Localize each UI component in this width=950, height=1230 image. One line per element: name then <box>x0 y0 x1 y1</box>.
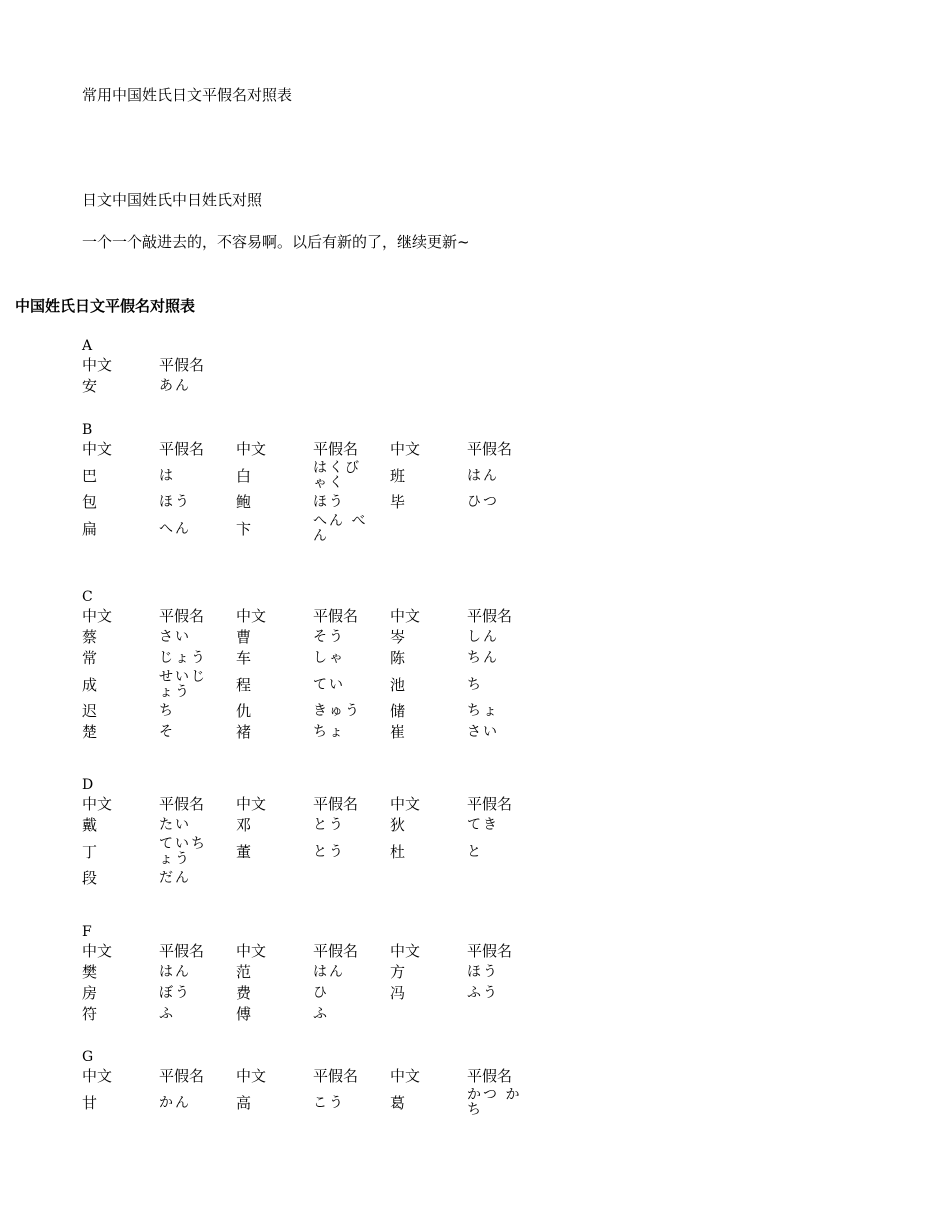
surname-chinese: 崔 <box>390 723 406 741</box>
header-hiragana: 平假名 <box>159 607 205 625</box>
surname-hiragana <box>313 722 390 743</box>
table-row <box>82 376 236 397</box>
surname-hiragana <box>159 983 236 1004</box>
header-chinese: 中文 <box>82 440 113 458</box>
hiragana-text: てい <box>313 676 345 693</box>
surname-chinese: 岑 <box>390 628 406 646</box>
section-d <box>82 776 544 889</box>
table-row <box>82 1004 544 1025</box>
section-letter: B <box>82 422 93 438</box>
surname-hiragana <box>467 722 544 743</box>
hiragana-text: ち <box>159 703 175 719</box>
section-letter: D <box>82 777 94 793</box>
table-row <box>82 836 544 868</box>
hiragana-text: ちょ <box>313 724 345 740</box>
header-hiragana: 平假名 <box>467 795 513 813</box>
surname-hiragana <box>467 815 544 836</box>
header-hiragana: 平假名 <box>313 607 359 625</box>
table-row <box>82 460 544 492</box>
surname-chinese: 杜 <box>390 842 406 861</box>
section-letter: A <box>82 338 93 354</box>
surname-hiragana <box>159 962 236 983</box>
surname-table <box>82 941 544 1025</box>
document-note: 一个一个敲进去的，不容易啊。以后有新的了，继续更新~ <box>82 233 470 251</box>
hiragana-text: かん <box>159 1094 191 1111</box>
surname-hiragana <box>159 460 236 492</box>
header-chinese: 中文 <box>390 440 421 458</box>
section-letter: F <box>82 924 92 940</box>
header-chinese: 中文 <box>390 607 421 625</box>
hiragana-text: ほう <box>313 494 345 510</box>
hiragana-text: はん <box>159 964 191 980</box>
hiragana-text: ひ <box>313 985 329 1001</box>
hiragana-text: せいじょう <box>159 668 207 700</box>
hiragana-text: とう <box>313 817 345 833</box>
hiragana-text: たい <box>159 817 191 833</box>
hiragana-text: そう <box>313 629 345 645</box>
surname-chinese: 邓 <box>236 816 252 834</box>
section-letter: G <box>82 1049 94 1065</box>
surname-chinese: 池 <box>390 675 406 694</box>
header-hiragana: 平假名 <box>467 1067 513 1085</box>
surname-hiragana <box>467 701 544 722</box>
table-row <box>82 701 544 722</box>
hiragana-text: とう <box>313 843 345 860</box>
header-hiragana: 平假名 <box>159 1067 205 1085</box>
hiragana-text: ひつ <box>467 494 499 510</box>
hiragana-text: ぼう <box>159 985 191 1001</box>
surname-chinese: 房 <box>82 984 98 1002</box>
surname-table <box>82 606 544 743</box>
surname-hiragana <box>159 836 236 868</box>
section-g <box>82 1048 544 1119</box>
table-row <box>82 868 544 889</box>
hiragana-text: はくびゃく <box>313 459 361 491</box>
surname-hiragana <box>313 1087 390 1119</box>
surname-hiragana <box>313 460 390 492</box>
document-subtitle: 日文中国姓氏中日姓氏对照 <box>82 191 263 209</box>
header-hiragana: 平假名 <box>313 440 359 458</box>
surname-chinese: 成 <box>82 675 98 694</box>
header-chinese: 中文 <box>236 1067 267 1085</box>
surname-chinese: 陈 <box>390 649 406 667</box>
surname-hiragana <box>159 815 236 836</box>
surname-table <box>82 439 544 545</box>
section-c <box>82 588 544 743</box>
surname-chinese: 常 <box>82 649 98 667</box>
hiragana-text: かつ かち <box>467 1086 522 1118</box>
surname-hiragana <box>467 669 544 701</box>
surname-chinese: 褚 <box>236 723 252 741</box>
table-row <box>82 669 544 701</box>
hiragana-text: ふ <box>313 1006 329 1022</box>
table-header-row <box>82 606 544 627</box>
hiragana-text: ていちょう <box>159 835 207 867</box>
surname-chinese: 戴 <box>82 816 98 834</box>
surname-hiragana <box>313 627 390 648</box>
hiragana-text: しゃ <box>313 650 345 666</box>
surname-hiragana <box>313 513 390 545</box>
surname-chinese: 甘 <box>82 1093 98 1112</box>
hiragana-text: さい <box>159 629 191 645</box>
hiragana-text: へん <box>159 520 191 537</box>
table-row <box>82 983 544 1004</box>
surname-chinese: 程 <box>236 675 252 694</box>
hiragana-text: きゅう <box>313 703 361 719</box>
surname-hiragana <box>159 648 236 669</box>
surname-hiragana <box>313 1004 390 1025</box>
surname-chinese: 楚 <box>82 723 98 741</box>
surname-chinese: 巴 <box>82 466 98 485</box>
surname-chinese: 扁 <box>82 519 98 538</box>
surname-chinese: 白 <box>236 466 252 485</box>
surname-hiragana <box>313 701 390 722</box>
header-hiragana: 平假名 <box>159 440 205 458</box>
hiragana-text: しん <box>467 629 499 645</box>
header-chinese: 中文 <box>236 795 267 813</box>
hiragana-text: は <box>159 467 175 484</box>
table-row <box>82 513 544 545</box>
hiragana-text: そ <box>159 724 175 740</box>
surname-hiragana <box>467 983 544 1004</box>
hiragana-text: じょう <box>159 650 207 666</box>
header-hiragana: 平假名 <box>467 607 513 625</box>
table-header-row <box>82 941 544 962</box>
surname-hiragana <box>159 1087 236 1119</box>
surname-hiragana <box>467 627 544 648</box>
hiragana-text: へん べん <box>313 512 368 544</box>
table-row <box>82 815 544 836</box>
surname-chinese: 储 <box>390 702 406 720</box>
header-chinese: 中文 <box>390 1067 421 1085</box>
surname-table <box>82 1066 544 1119</box>
header-hiragana: 平假名 <box>313 795 359 813</box>
surname-hiragana <box>467 836 544 868</box>
surname-hiragana <box>467 1087 544 1119</box>
surname-chinese: 董 <box>236 842 252 861</box>
table-row <box>82 722 544 743</box>
surname-chinese: 丁 <box>82 842 98 861</box>
header-hiragana: 平假名 <box>159 356 205 374</box>
surname-hiragana <box>313 669 390 701</box>
header-hiragana: 平假名 <box>159 795 205 813</box>
surname-chinese: 包 <box>82 493 98 511</box>
surname-chinese: 安 <box>82 377 98 395</box>
header-chinese: 中文 <box>236 607 267 625</box>
surname-hiragana <box>159 627 236 648</box>
surname-hiragana <box>467 492 544 513</box>
header-hiragana: 平假名 <box>159 942 205 960</box>
surname-chinese: 冯 <box>390 984 406 1002</box>
table-row <box>82 492 544 513</box>
surname-chinese: 傅 <box>236 1005 252 1023</box>
surname-chinese: 费 <box>236 984 252 1002</box>
surname-hiragana <box>159 669 236 701</box>
hiragana-text: ちん <box>467 650 499 666</box>
hiragana-text: さい <box>467 724 499 740</box>
surname-hiragana <box>159 722 236 743</box>
surname-hiragana <box>313 962 390 983</box>
surname-hiragana <box>159 701 236 722</box>
header-chinese: 中文 <box>82 795 113 813</box>
hiragana-text: ふ <box>159 1006 175 1022</box>
hiragana-text: ほう <box>159 494 191 510</box>
hiragana-text: ちょ <box>467 703 499 719</box>
surname-hiragana <box>467 962 544 983</box>
surname-chinese: 鲍 <box>236 493 252 511</box>
surname-hiragana <box>313 648 390 669</box>
table-row <box>82 1087 544 1119</box>
hiragana-text: はん <box>313 964 345 980</box>
hiragana-text: ほう <box>467 964 499 980</box>
surname-hiragana <box>467 648 544 669</box>
header-hiragana: 平假名 <box>467 942 513 960</box>
table-row <box>82 648 544 669</box>
hiragana-text: ち <box>467 676 483 693</box>
table-header-row <box>82 439 544 460</box>
surname-hiragana <box>313 492 390 513</box>
hiragana-text: だん <box>159 870 191 886</box>
surname-chinese: 高 <box>236 1093 252 1112</box>
surname-chinese: 段 <box>82 869 98 887</box>
hiragana-text: こう <box>313 1094 345 1111</box>
surname-chinese: 樊 <box>82 963 98 981</box>
surname-hiragana <box>313 836 390 868</box>
table-heading: 中国姓氏日文平假名对照表 <box>15 297 196 315</box>
section-a <box>82 337 236 397</box>
surname-chinese: 迟 <box>82 702 98 720</box>
surname-chinese: 班 <box>390 466 406 485</box>
hiragana-text: てき <box>467 817 499 833</box>
surname-chinese: 符 <box>82 1005 98 1023</box>
surname-chinese: 毕 <box>390 493 406 511</box>
surname-hiragana <box>159 868 236 889</box>
surname-hiragana <box>159 492 236 513</box>
header-chinese: 中文 <box>82 356 113 374</box>
surname-hiragana <box>313 815 390 836</box>
surname-chinese: 卞 <box>236 519 252 538</box>
surname-chinese: 狄 <box>390 816 406 834</box>
surname-chinese: 蔡 <box>82 628 98 646</box>
surname-chinese: 方 <box>390 963 406 981</box>
section-letter: C <box>82 589 93 605</box>
hiragana-text: ふう <box>467 985 499 1001</box>
surname-chinese: 范 <box>236 963 252 981</box>
surname-hiragana <box>467 460 544 492</box>
header-hiragana: 平假名 <box>467 440 513 458</box>
header-chinese: 中文 <box>82 1067 113 1085</box>
header-chinese: 中文 <box>82 942 113 960</box>
surname-chinese: 曹 <box>236 628 252 646</box>
hiragana-text: はん <box>467 467 499 484</box>
header-hiragana: 平假名 <box>313 942 359 960</box>
hiragana-text: と <box>467 843 483 860</box>
table-row <box>82 962 544 983</box>
document-title: 常用中国姓氏日文平假名对照表 <box>82 86 293 104</box>
surname-chinese: 仇 <box>236 702 252 720</box>
section-f <box>82 923 544 1025</box>
header-hiragana: 平假名 <box>313 1067 359 1085</box>
surname-hiragana <box>159 376 236 397</box>
section-b <box>82 421 544 545</box>
surname-table <box>82 794 544 889</box>
surname-hiragana <box>313 983 390 1004</box>
table-header-row <box>82 1066 544 1087</box>
table-header-row <box>82 794 544 815</box>
header-chinese: 中文 <box>390 942 421 960</box>
header-chinese: 中文 <box>236 942 267 960</box>
hiragana-text: あん <box>159 378 191 394</box>
header-chinese: 中文 <box>390 795 421 813</box>
header-chinese: 中文 <box>236 440 267 458</box>
header-chinese: 中文 <box>82 607 113 625</box>
table-row <box>82 627 544 648</box>
surname-hiragana <box>159 513 236 545</box>
table-header-row <box>82 355 236 376</box>
surname-table <box>82 355 236 397</box>
surname-hiragana <box>159 1004 236 1025</box>
surname-chinese: 葛 <box>390 1093 406 1112</box>
surname-chinese: 车 <box>236 649 252 667</box>
